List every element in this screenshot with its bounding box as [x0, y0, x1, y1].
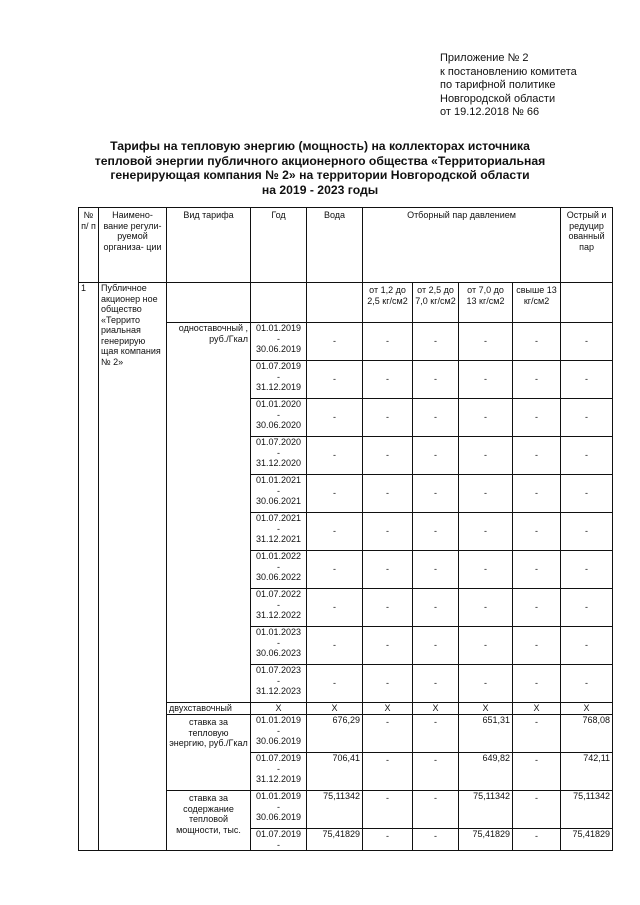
dash-cell: - [513, 361, 561, 399]
dash-cell: - [363, 361, 413, 399]
dash-cell: - [513, 513, 561, 551]
tariff-table [78, 207, 613, 851]
period-cell [251, 753, 307, 791]
pressure-row [79, 283, 613, 323]
document-title [70, 139, 570, 197]
p3-value: 75,41829 [459, 829, 513, 851]
title-line: тепловой энергии публичного акционерного общества «Территориальная [94, 153, 546, 168]
period-cell [251, 829, 307, 851]
dash-cell: - [413, 715, 459, 753]
appendix-line: от 19.12.2018 № 66 [440, 106, 540, 118]
period-to: 31.12.2019 [255, 774, 302, 784]
x-cell: X [251, 703, 307, 715]
dash-cell: - [307, 627, 363, 665]
header-org: Наимено- вание регули- руемой организа- ции [99, 208, 167, 283]
dash-cell: - [363, 323, 413, 361]
appendix-line: по тарифной политике [440, 79, 556, 91]
appendix-block [440, 52, 577, 120]
dash-cell: - [561, 475, 613, 513]
dash-cell: - [363, 627, 413, 665]
dash-cell: - [459, 627, 513, 665]
dash-cell: - [561, 551, 613, 589]
dash-cell: - [363, 791, 413, 829]
period-cell [251, 513, 307, 551]
period-from: 01.07.2019 [255, 829, 302, 839]
dash-cell: - [307, 361, 363, 399]
period-from: 01.01.2020 [255, 399, 302, 409]
period-to: 30.06.2022 [255, 572, 302, 582]
period-to: 30.06.2021 [255, 496, 302, 506]
dash-cell: - [363, 715, 413, 753]
p3-value: 75,11342 [459, 791, 513, 829]
period-cell [251, 627, 307, 665]
dash-cell: - [413, 551, 459, 589]
dash-cell: - [513, 589, 561, 627]
period-to: 31.12.2021 [255, 534, 302, 544]
period-cell [251, 791, 307, 829]
dash-cell: - [561, 627, 613, 665]
x-cell: X [363, 703, 413, 715]
period-separator: - [277, 839, 280, 850]
period-cell [251, 475, 307, 513]
sharp-value: 768,08 [561, 715, 613, 753]
period-from: 01.01.2021 [255, 475, 302, 485]
dash-cell: - [413, 361, 459, 399]
period-from: 01.07.2019 [255, 361, 302, 371]
appendix-line: к постановлению комитета [440, 65, 577, 78]
period-cell [251, 399, 307, 437]
p3-value: 651,31 [459, 715, 513, 753]
dash-cell: - [307, 551, 363, 589]
one-rate-label: одноставочный , руб./Гкал [167, 323, 251, 703]
dash-cell: - [413, 513, 459, 551]
p3-value: 649,82 [459, 753, 513, 791]
x-cell: X [513, 703, 561, 715]
dash-cell: - [459, 437, 513, 475]
dash-cell: - [413, 399, 459, 437]
dash-cell: - [363, 475, 413, 513]
header-num: № п/ п [79, 208, 99, 283]
period-to: 30.06.2019 [255, 736, 302, 746]
dash-cell: - [513, 829, 561, 851]
dash-cell: - [307, 513, 363, 551]
period-to: 30.06.2019 [255, 812, 302, 822]
appendix-line: Приложение № 2 [440, 52, 529, 64]
pressure-p2: от 2,5 до 7,0 кг/см2 [413, 283, 459, 323]
dash-cell: - [561, 589, 613, 627]
dash-cell: - [413, 627, 459, 665]
dash-cell: - [413, 753, 459, 791]
header-water: Вода [307, 208, 363, 283]
dash-cell: - [513, 323, 561, 361]
dash-cell: - [513, 753, 561, 791]
dash-cell: - [459, 323, 513, 361]
period-separator: - [277, 523, 280, 534]
dash-cell: - [459, 513, 513, 551]
dash-cell: - [307, 475, 363, 513]
dash-cell: - [513, 665, 561, 703]
header-kind: Вид тарифа [167, 208, 251, 283]
x-cell: X [307, 703, 363, 715]
period-cell [251, 437, 307, 475]
period-separator: - [277, 675, 280, 686]
dash-cell: - [363, 513, 413, 551]
sharp-value: 75,41829 [561, 829, 613, 851]
pressure-p4: свыше 13 кг/см2 [513, 283, 561, 323]
period-separator: - [277, 801, 280, 812]
period-separator: - [277, 485, 280, 496]
header-row [79, 208, 613, 283]
dash-cell: - [363, 437, 413, 475]
period-separator: - [277, 637, 280, 648]
dash-cell: - [413, 791, 459, 829]
pressure-p3: от 7,0 до 13 кг/см2 [459, 283, 513, 323]
dash-cell: - [459, 551, 513, 589]
period-from: 01.07.2022 [255, 589, 302, 599]
x-cell: X [561, 703, 613, 715]
period-cell [251, 551, 307, 589]
dash-cell: - [513, 475, 561, 513]
dash-cell: - [413, 475, 459, 513]
water-value: 75,11342 [307, 791, 363, 829]
water-value: 706,41 [307, 753, 363, 791]
x-cell: X [459, 703, 513, 715]
header-year: Год [251, 208, 307, 283]
dash-cell: - [413, 589, 459, 627]
dash-cell: - [413, 665, 459, 703]
dash-cell: - [307, 589, 363, 627]
dash-cell: - [363, 589, 413, 627]
dash-cell: - [561, 437, 613, 475]
period-from: 01.07.2019 [255, 753, 302, 763]
dash-cell: - [413, 829, 459, 851]
two-rate-label: двухставочный [167, 703, 251, 715]
dash-cell: - [459, 665, 513, 703]
period-from: 01.07.2020 [255, 437, 302, 447]
dash-cell: - [513, 437, 561, 475]
dash-cell: - [307, 399, 363, 437]
dash-cell: - [307, 665, 363, 703]
capacity-rate-label: ставка за содержание тепловой мощности, тыс. [167, 791, 251, 851]
dash-cell: - [561, 361, 613, 399]
period-from: 01.01.2019 [255, 791, 302, 801]
x-cell: X [413, 703, 459, 715]
dash-cell: - [307, 437, 363, 475]
period-to: 30.06.2019 [255, 344, 302, 354]
water-value: 75,41829 [307, 829, 363, 851]
period-to: 31.12.2020 [255, 458, 302, 468]
title-line: на 2019 - 2023 годы [261, 182, 379, 197]
period-separator: - [277, 409, 280, 420]
empty-cell [561, 283, 613, 323]
dash-cell: - [513, 791, 561, 829]
dash-cell: - [513, 715, 561, 753]
period-to: 30.06.2023 [255, 648, 302, 658]
period-from: 01.01.2023 [255, 627, 302, 637]
period-to: 30.06.2020 [255, 420, 302, 430]
dash-cell: - [413, 323, 459, 361]
period-separator: - [277, 725, 280, 736]
period-separator: - [277, 333, 280, 344]
energy-rate-label: ставка за тепловую энергию, руб./Гкал [167, 715, 251, 791]
period-from: 01.07.2023 [255, 665, 302, 675]
period-cell [251, 361, 307, 399]
sharp-value: 742,11 [561, 753, 613, 791]
pressure-p1: от 1,2 до 2,5 кг/см2 [363, 283, 413, 323]
period-to: 31.12.2019 [255, 382, 302, 392]
dash-cell: - [513, 551, 561, 589]
dash-cell: - [459, 399, 513, 437]
row-number: 1 [79, 283, 99, 851]
title-line: генерирующая компания № 2» на территории Новгородской области [110, 168, 530, 182]
dash-cell: - [363, 829, 413, 851]
period-cell [251, 665, 307, 703]
header-steam: Отборный пар давлением [363, 208, 561, 283]
sharp-value: 75,11342 [561, 791, 613, 829]
period-cell [251, 589, 307, 627]
empty-cell [307, 283, 363, 323]
period-separator: - [277, 763, 280, 774]
period-to: 31.12.2022 [255, 610, 302, 620]
dash-cell: - [561, 665, 613, 703]
dash-cell: - [459, 589, 513, 627]
period-from: 01.07.2021 [255, 513, 302, 523]
dash-cell: - [459, 361, 513, 399]
empty-cell [251, 283, 307, 323]
period-from: 01.01.2019 [255, 715, 302, 725]
period-from: 01.01.2019 [255, 323, 302, 333]
dash-cell: - [307, 323, 363, 361]
dash-cell: - [413, 437, 459, 475]
period-separator: - [277, 371, 280, 382]
period-cell [251, 323, 307, 361]
title-line: Тарифы на тепловую энергию (мощность) на коллекторах источника [110, 139, 530, 153]
dash-cell: - [561, 513, 613, 551]
dash-cell: - [561, 399, 613, 437]
dash-cell: - [513, 627, 561, 665]
org-name: Публичное акционер ное общество «Террито риальная генерирую щая компания № 2» [99, 283, 167, 851]
period-from: 01.01.2022 [255, 551, 302, 561]
appendix-line: Новгородской области [440, 92, 556, 105]
dash-cell: - [513, 399, 561, 437]
dash-cell: - [363, 753, 413, 791]
dash-cell: - [363, 551, 413, 589]
empty-cell [167, 283, 251, 323]
dash-cell: - [363, 399, 413, 437]
period-separator: - [277, 447, 280, 458]
water-value: 676,29 [307, 715, 363, 753]
header-sharp: Острый и редуцир ованный пар [561, 208, 613, 283]
period-cell [251, 715, 307, 753]
dash-cell: - [459, 475, 513, 513]
period-to: 31.12.2023 [255, 686, 302, 696]
dash-cell: - [561, 323, 613, 361]
dash-cell: - [363, 665, 413, 703]
period-separator: - [277, 561, 280, 572]
period-separator: - [277, 599, 280, 610]
